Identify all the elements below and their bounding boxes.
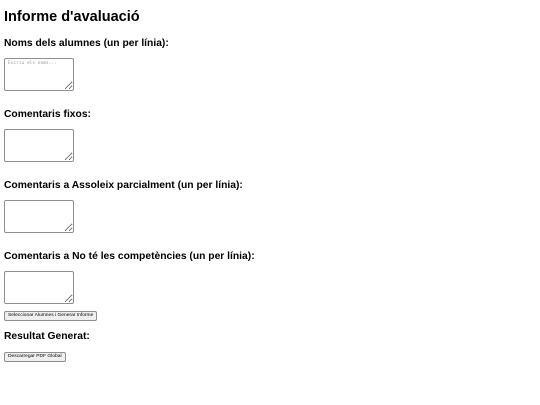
- result-label: Resultat Generat:: [4, 331, 90, 342]
- partial-comments-label: Comentaris a Assoleix parcialment (un per línia):: [4, 180, 243, 191]
- no-competences-comments-textarea[interactable]: [4, 271, 74, 304]
- fixed-comments-textarea[interactable]: [4, 129, 74, 162]
- fixed-comments-label: Comentaris fixos:: [4, 109, 91, 120]
- names-textarea[interactable]: [4, 58, 74, 91]
- partial-comments-textarea[interactable]: [4, 200, 74, 233]
- no-competences-comments-label: Comentaris a No té les competències (un per línia):: [4, 251, 255, 262]
- names-label: Noms dels alumnes (un per línia):: [4, 38, 169, 49]
- generate-report-button[interactable]: Seleccionar Alumnes i Generar Informe: [4, 311, 97, 321]
- download-pdf-button[interactable]: Descarregar PDF Global: [4, 352, 66, 362]
- page-title: Informe d'avaluació: [4, 9, 140, 25]
